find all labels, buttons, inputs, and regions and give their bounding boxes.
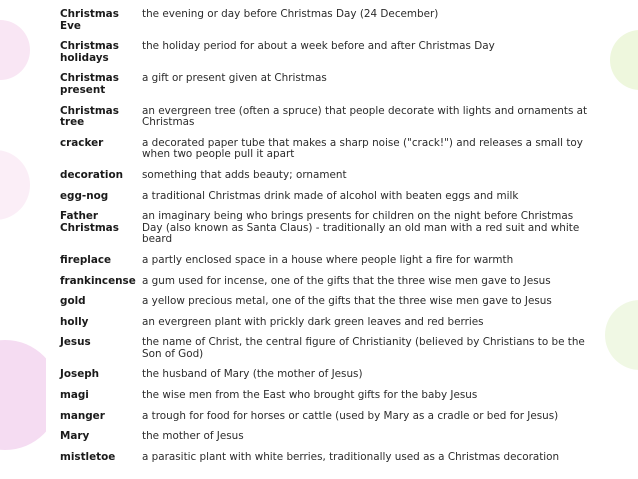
- glossary-term: Christmas Eve: [60, 8, 119, 32]
- glossary-term: gold: [60, 295, 86, 308]
- glossary-term: egg-nog: [60, 189, 109, 202]
- glossary-definition: the husband of Mary (the mother of Jesus): [142, 368, 363, 381]
- glossary-definition: a gift or present given at Christmas: [142, 72, 327, 85]
- glossary-term: Christmas present: [60, 72, 119, 96]
- glossary-row: [60, 452, 590, 473]
- glossary-row: [60, 296, 590, 317]
- glossary-definition: the mother of Jesus: [142, 430, 244, 443]
- glossary-definition: a traditional Christmas drink made of alcohol with beaten eggs and milk: [142, 189, 519, 202]
- glossary-row: [60, 337, 590, 369]
- glossary-term: Mary: [60, 430, 90, 443]
- glossary-term: fireplace: [60, 253, 112, 266]
- glossary-row: [60, 431, 590, 452]
- glossary-row: [60, 255, 590, 276]
- glossary-definition: the holiday period for about a week before and after Christmas Day: [142, 40, 495, 53]
- glossary-definition: the name of Christ, the central figure of Christianity (believed by Christians to be the Son of God): [142, 336, 585, 360]
- glossary-row: [60, 211, 590, 255]
- glossary-term: Joseph: [60, 368, 100, 381]
- glossary-row: [60, 106, 590, 138]
- glossary-term: Father Christmas: [60, 210, 119, 234]
- glossary-definition: a yellow precious metal, one of the gifts that the three wise men gave to Jesus: [142, 295, 552, 308]
- glossary-term: Christmas tree: [60, 104, 119, 129]
- glossary-definition: an imaginary being who brings presents for children on the night before Christmas Day (also known as Santa Claus) - traditionally an old man with a red suit and white beard: [142, 210, 580, 246]
- glossary-definition: a trough for food for horses or cattle (used by Mary as a cradle or bed for Jesus): [142, 409, 559, 422]
- glossary-term: frankincense: [60, 274, 136, 287]
- glossary-row: [60, 191, 590, 212]
- glossary-page: [46, 0, 598, 479]
- glossary-term: Jesus: [60, 336, 91, 349]
- glossary-term: Christmas holidays: [60, 40, 119, 64]
- glossary-term: cracker: [60, 136, 104, 149]
- glossary-definition: the wise men from the East who brought gifts for the baby Jesus: [142, 389, 478, 402]
- glossary-term: mistletoe: [60, 450, 116, 463]
- glossary-term: holly: [60, 315, 89, 328]
- glossary-definition: a partly enclosed space in a house where people light a fire for warmth: [142, 253, 514, 266]
- glossary-row: [60, 369, 590, 390]
- glossary-row: [60, 276, 590, 297]
- glossary-row: [60, 138, 590, 170]
- glossary-row: [60, 73, 590, 105]
- glossary-row: [60, 9, 590, 41]
- glossary-definition: a decorated paper tube that makes a sharp noise ("crack!") and releases a small toy when two people pull it apart: [142, 136, 583, 161]
- glossary-definition: a parasitic plant with white berries, traditionally used as a Christmas decoration: [142, 450, 560, 463]
- background-decoration-right-bottom: [605, 300, 638, 370]
- background-decoration-left-top: [0, 20, 30, 80]
- glossary-definition: the evening or day before Christmas Day (24 December): [142, 8, 439, 20]
- glossary-row: [60, 170, 590, 191]
- glossary-term: decoration: [60, 168, 123, 181]
- glossary-term: manger: [60, 409, 105, 422]
- glossary-definition: an evergreen tree (often a spruce) that people decorate with lights and ornaments at Christmas: [142, 104, 588, 129]
- glossary-table: [60, 9, 590, 472]
- glossary-row: [60, 411, 590, 432]
- glossary-row: [60, 317, 590, 338]
- glossary-term: magi: [60, 389, 89, 402]
- glossary-definition: an evergreen plant with prickly dark green leaves and red berries: [142, 315, 484, 328]
- glossary-definition: a gum used for incense, one of the gifts that the three wise men gave to Jesus: [142, 274, 551, 287]
- glossary-row: [60, 390, 590, 411]
- background-decoration-left-mid: [0, 150, 30, 220]
- background-decoration-right-top: [610, 30, 638, 90]
- glossary-row: [60, 41, 590, 73]
- glossary-definition: something that adds beauty; ornament: [142, 168, 347, 181]
